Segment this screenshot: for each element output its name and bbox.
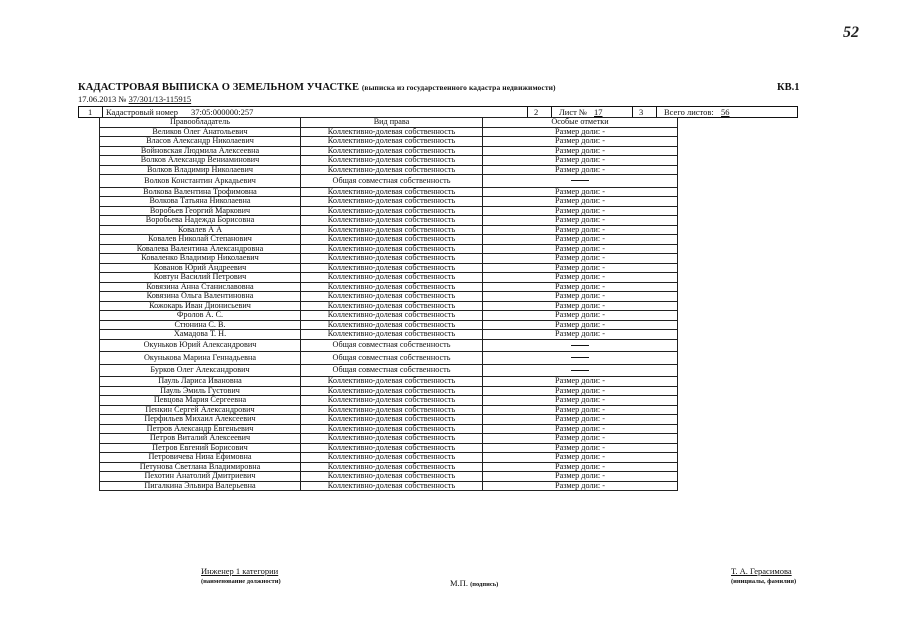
notes-cell: Размер доли: -	[483, 311, 678, 321]
table-row	[100, 301, 678, 311]
right-type-cell: Коллективно-долевая собственность	[301, 301, 483, 311]
signer-position: Инженер 1 категории	[201, 566, 279, 576]
right-type-cell: Коллективно-долевая собственность	[301, 405, 483, 415]
notes-cell	[483, 339, 678, 352]
document-title	[78, 82, 556, 93]
page-number: 52	[843, 24, 859, 41]
empty-dash	[571, 370, 589, 371]
owner-cell: Кожокарь Иван Дионисьевич	[100, 301, 301, 311]
table-row	[100, 175, 678, 188]
owner-cell: Петров Александр Евгеньевич	[100, 424, 301, 434]
table-row	[100, 462, 678, 472]
title-subtitle: (выписка из государственного кадастра недвижимости)	[361, 83, 556, 92]
notes-cell: Размер доли: -	[483, 405, 678, 415]
table-row	[100, 292, 678, 302]
right-type-cell: Коллективно-долевая собственность	[301, 225, 483, 235]
owner-cell: Хамадова Т. Н.	[100, 330, 301, 340]
owner-cell: Воробьева Надежда Борисовна	[100, 216, 301, 226]
owner-cell: Ковалев Николай Степанович	[100, 235, 301, 245]
notes-cell: Размер доли: -	[483, 320, 678, 330]
owner-cell: Кованов Юрий Андреевич	[100, 263, 301, 273]
notes-cell: Размер доли: -	[483, 330, 678, 340]
total-sheets: 56	[721, 107, 730, 117]
owner-cell: Фролов А. С.	[100, 311, 301, 321]
notes-cell	[483, 352, 678, 365]
owner-cell: Пехотин Анатолий Дмитриевич	[100, 472, 301, 482]
owners-table	[99, 117, 678, 491]
table-row	[100, 127, 678, 137]
table-row	[100, 415, 678, 425]
table-row	[100, 244, 678, 254]
owner-cell: Волков Константин Аркадьевич	[100, 175, 301, 188]
table-row	[100, 146, 678, 156]
notes-cell: Размер доли: -	[483, 386, 678, 396]
right-type-cell: Коллективно-долевая собственность	[301, 434, 483, 444]
owner-cell: Пауль Эмиль Густович	[100, 386, 301, 396]
owner-cell: Волкова Татьяна Николаевна	[100, 197, 301, 207]
table-row	[100, 396, 678, 406]
notes-cell: Размер доли: -	[483, 187, 678, 197]
owner-cell: Перфильев Михаил Алексеевич	[100, 415, 301, 425]
table-row	[100, 405, 678, 415]
notes-cell: Размер доли: -	[483, 301, 678, 311]
right-type-cell: Коллективно-долевая собственность	[301, 197, 483, 207]
owner-cell: Власов Александр Николаевич	[100, 137, 301, 147]
table-row	[100, 352, 678, 365]
table-row	[100, 206, 678, 216]
notes-cell: Размер доли: -	[483, 434, 678, 444]
table-row	[100, 187, 678, 197]
right-type-cell: Коллективно-долевая собственность	[301, 320, 483, 330]
owner-cell: Войновская Людмила Алексеевна	[100, 146, 301, 156]
notes-cell: Размер доли: -	[483, 127, 678, 137]
stamp-place	[450, 578, 498, 588]
table-row	[100, 165, 678, 175]
cadastral-number: 37:05:000000:257	[191, 107, 254, 117]
notes-cell: Размер доли: -	[483, 396, 678, 406]
table-row	[100, 320, 678, 330]
notes-cell: Размер доли: -	[483, 244, 678, 254]
owner-cell: Ковязина Ольга Валентиновна	[100, 292, 301, 302]
table-row	[100, 225, 678, 235]
notes-cell: Размер доли: -	[483, 137, 678, 147]
right-type-cell: Коллективно-долевая собственность	[301, 273, 483, 283]
sheet-label: Лист №	[559, 107, 588, 117]
table-row	[100, 235, 678, 245]
right-type-cell: Общая совместная собственность	[301, 339, 483, 352]
owner-cell: Пенкин Сергей Александрович	[100, 405, 301, 415]
signature-caption: (подпись)	[470, 581, 499, 588]
owner-cell: Волков Александр Вениаминович	[100, 156, 301, 166]
section-number: 1	[88, 107, 93, 117]
right-type-cell: Общая совместная собственность	[301, 364, 483, 377]
form-code: КВ.1	[777, 82, 800, 93]
table-row	[100, 443, 678, 453]
owner-cell: Воробьев Георгий Маркович	[100, 206, 301, 216]
table-row	[100, 364, 678, 377]
notes-cell: Размер доли: -	[483, 443, 678, 453]
table-row	[100, 472, 678, 482]
table-header-row	[100, 118, 678, 128]
notes-cell: Размер доли: -	[483, 254, 678, 264]
right-type-cell: Коллективно-долевая собственность	[301, 424, 483, 434]
notes-cell: Размер доли: -	[483, 292, 678, 302]
right-type-cell: Коллективно-долевая собственность	[301, 254, 483, 264]
right-type-cell: Коллективно-долевая собственность	[301, 472, 483, 482]
right-type-cell: Коллективно-долевая собственность	[301, 156, 483, 166]
total-label: Всего листов:	[664, 107, 714, 117]
notes-cell: Размер доли: -	[483, 472, 678, 482]
right-type-cell: Коллективно-долевая собственность	[301, 127, 483, 137]
owner-cell: Волкова Валентина Трофимовна	[100, 187, 301, 197]
notes-cell: Размер доли: -	[483, 481, 678, 491]
right-type-cell: Коллективно-долевая собственность	[301, 481, 483, 491]
signer-position-caption: (наименование должности)	[201, 578, 281, 585]
right-type-cell: Коллективно-долевая собственность	[301, 377, 483, 387]
right-type-cell: Общая совместная собственность	[301, 175, 483, 188]
table-row	[100, 254, 678, 264]
owner-cell: Ковалев А А	[100, 225, 301, 235]
owner-cell: Бурков Олег Александрович	[100, 364, 301, 377]
right-type-cell: Коллективно-долевая собственность	[301, 146, 483, 156]
table-row	[100, 282, 678, 292]
table-row	[100, 339, 678, 352]
notes-cell: Размер доли: -	[483, 263, 678, 273]
owner-cell: Петров Виталий Алексеевич	[100, 434, 301, 444]
document-date: 17.06.2013 №	[78, 94, 127, 104]
table-row	[100, 377, 678, 387]
owner-cell: Петунова Светлана Владимировна	[100, 462, 301, 472]
right-type-cell: Коллективно-долевая собственность	[301, 187, 483, 197]
owner-cell: Окунькова Марина Геннадьевна	[100, 352, 301, 365]
sheet-number: 17	[594, 107, 603, 117]
section-three: 3	[639, 107, 644, 117]
notes-cell: Размер доли: -	[483, 156, 678, 166]
owner-cell: Великов Олег Анатольевич	[100, 127, 301, 137]
owner-cell: Коваленко Владимир Николаевич	[100, 254, 301, 264]
table-row	[100, 434, 678, 444]
right-type-cell: Коллективно-долевая собственность	[301, 235, 483, 245]
notes-cell: Размер доли: -	[483, 424, 678, 434]
table-row	[100, 156, 678, 166]
stamp-label: М.П.	[450, 578, 468, 588]
owner-cell: Пигалкина Эльвира Валерьевна	[100, 481, 301, 491]
right-type-cell: Коллективно-долевая собственность	[301, 330, 483, 340]
notes-cell: Размер доли: -	[483, 216, 678, 226]
notes-cell: Размер доли: -	[483, 453, 678, 463]
table-row	[100, 137, 678, 147]
notes-cell: Размер доли: -	[483, 273, 678, 283]
right-type-cell: Коллективно-долевая собственность	[301, 216, 483, 226]
signer-name-caption: (инициалы, фамилия)	[731, 578, 797, 585]
table-row	[100, 273, 678, 283]
table-row	[100, 424, 678, 434]
notes-cell: Размер доли: -	[483, 377, 678, 387]
table-row	[100, 453, 678, 463]
notes-cell: Размер доли: -	[483, 282, 678, 292]
empty-dash	[571, 345, 589, 346]
notes-cell: Размер доли: -	[483, 165, 678, 175]
right-type-cell: Коллективно-долевая собственность	[301, 282, 483, 292]
owner-cell: Волков Владимир Николаевич	[100, 165, 301, 175]
table-row	[100, 481, 678, 491]
right-type-cell: Коллективно-долевая собственность	[301, 396, 483, 406]
notes-cell: Размер доли: -	[483, 235, 678, 245]
notes-cell: Размер доли: -	[483, 225, 678, 235]
section-two: 2	[534, 107, 539, 117]
table-row	[100, 311, 678, 321]
right-type-cell: Коллективно-долевая собственность	[301, 165, 483, 175]
owner-cell: Ковязина Анна Станиславовна	[100, 282, 301, 292]
right-type-cell: Коллективно-долевая собственность	[301, 263, 483, 273]
notes-cell	[483, 364, 678, 377]
right-type-cell: Коллективно-долевая собственность	[301, 292, 483, 302]
right-type-cell: Коллективно-долевая собственность	[301, 453, 483, 463]
right-type-cell: Коллективно-долевая собственность	[301, 206, 483, 216]
signer-name: Т. А. Герасимова	[731, 566, 792, 576]
table-row	[100, 197, 678, 207]
owner-cell: Певцова Мария Сергеевна	[100, 396, 301, 406]
notes-cell: Размер доли: -	[483, 415, 678, 425]
right-type-cell: Коллективно-долевая собственность	[301, 386, 483, 396]
table-row	[100, 216, 678, 226]
empty-dash	[571, 180, 589, 181]
notes-cell: Размер доли: -	[483, 146, 678, 156]
table-row	[100, 386, 678, 396]
right-type-cell: Коллективно-долевая собственность	[301, 244, 483, 254]
owner-cell: Окуньков Юрий Александрович	[100, 339, 301, 352]
table-row	[100, 330, 678, 340]
column-header-right: Вид права	[301, 118, 483, 128]
right-type-cell: Коллективно-долевая собственность	[301, 311, 483, 321]
column-header-owner: Правообладатель	[100, 118, 301, 128]
notes-cell: Размер доли: -	[483, 197, 678, 207]
owner-cell: Ковалева Валентина Александровна	[100, 244, 301, 254]
right-type-cell: Коллективно-долевая собственность	[301, 443, 483, 453]
right-type-cell: Коллективно-долевая собственность	[301, 137, 483, 147]
owner-cell: Петровичева Нина Ефимовна	[100, 453, 301, 463]
right-type-cell: Коллективно-долевая собственность	[301, 415, 483, 425]
notes-cell	[483, 175, 678, 188]
owner-cell: Петров Евгений Борисович	[100, 443, 301, 453]
owner-cell: Пауль Лариса Ивановна	[100, 377, 301, 387]
cadastral-label: Кадастровый номер	[106, 107, 178, 117]
title-text: КАДАСТРОВАЯ ВЫПИСКА О ЗЕМЕЛЬНОМ УЧАСТКЕ	[78, 82, 360, 93]
document-number: 37/301/13-115915	[128, 94, 192, 104]
document-number-line	[78, 94, 191, 104]
notes-cell: Размер доли: -	[483, 462, 678, 472]
owner-cell: Ковтун Василий Петрович	[100, 273, 301, 283]
notes-cell: Размер доли: -	[483, 206, 678, 216]
table-row	[100, 263, 678, 273]
right-type-cell: Коллективно-долевая собственность	[301, 462, 483, 472]
empty-dash	[571, 357, 589, 358]
owner-cell: Стюнина С. В.	[100, 320, 301, 330]
right-type-cell: Общая совместная собственность	[301, 352, 483, 365]
column-header-notes: Особые отметки	[483, 118, 678, 128]
